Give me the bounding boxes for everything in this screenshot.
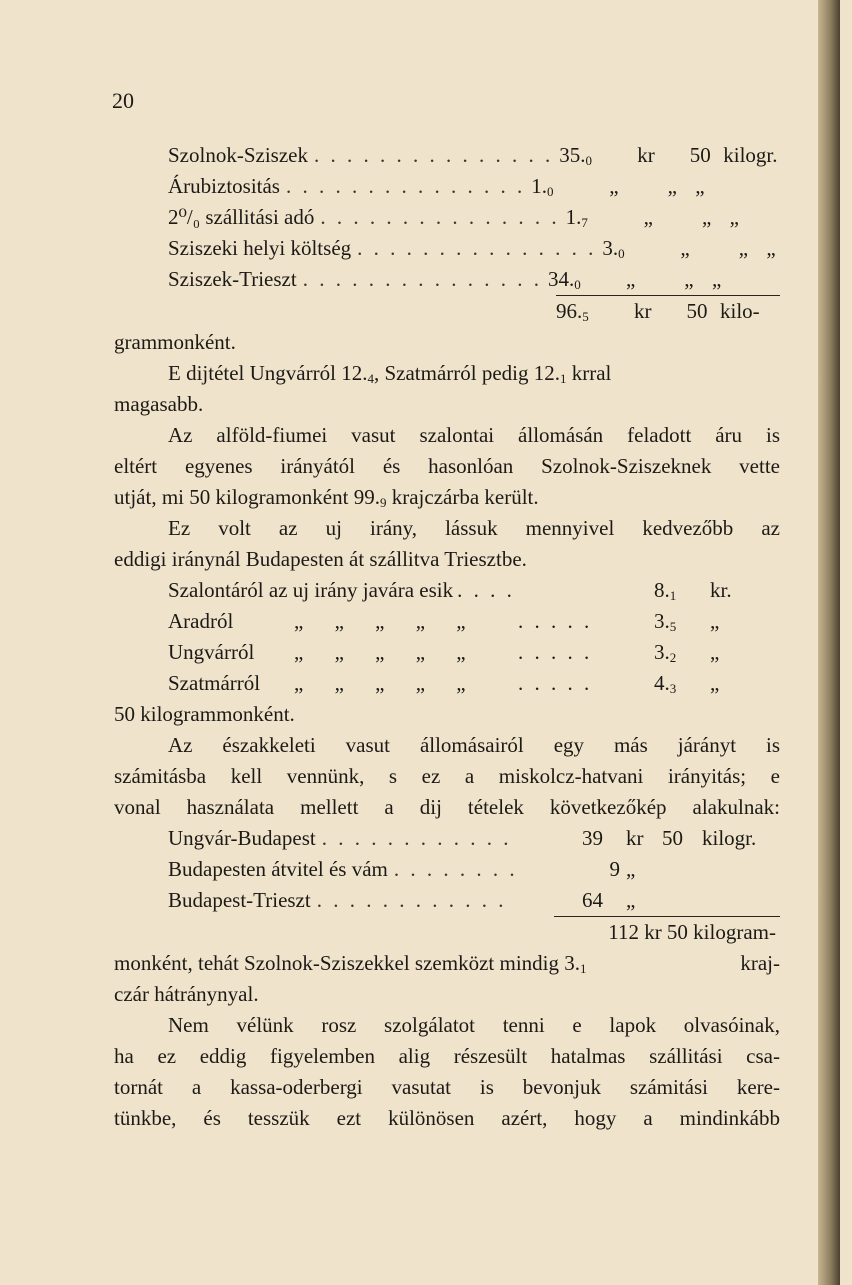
table-row: Budapesten átvitel és vám . . . . . . . . 9 „ [168, 854, 780, 885]
leader-dots: . . . . . . . . . . . . . . . [357, 236, 597, 260]
page-number: 20 [112, 88, 134, 113]
table-row: Sziszeki helyi költség . . . . . . . . . . . . . . . $3._0$ „ „ „ [168, 233, 780, 264]
table-row: Ungvár-Budapest . . . . . . . . . . . . 39 kr 50 kilogr. [168, 823, 780, 854]
savings-table [114, 575, 780, 699]
table-row: Ungvárról „ „ „ „ „ . . . . . $3._2$ „ [168, 637, 780, 668]
cost-table-szolnok [114, 140, 780, 295]
paragraph: E dijtétel Ungvárról $12._4$, Szatmárról pedig $12._1$ krral magasabb. [114, 361, 612, 416]
paragraph: 50 kilogrammonként. [114, 702, 295, 726]
table-row: Sziszek-Trieszt . . . . . . . . . . . . . . . $34._0$ „ „ „ [168, 264, 780, 295]
paragraph: Az északkeleti vasut állomásairól egy más járányt is számitásba kell vennünk, s ez a miskolcz-hatvani irányitás; e vonal használata mellett a dij tételek következőkép alakulnak: [114, 733, 780, 819]
leader-dots: . . . . . [518, 609, 593, 633]
paragraph: Nem vélünk rosz szolgálatot tenni e lapok olvasóinak, ha ez eddig figyelemben alig részesült hatalmas szállitási csa- tornát a kassa-oderbergi vasutat is bevonjuk számitási kere- tünkbe, és tesszük ezt különösen azért, hogy a mindinkább [114, 1013, 780, 1130]
table-row: Árubiztositás . . . . . . . . . . . . . . . $1._0$ „ „ „ [168, 171, 780, 202]
table-row: Budapest-Trieszt . . . . . . . . . . . . 64 „ [168, 885, 780, 916]
paragraph: monként, tehát Szolnok-Sziszekkel szemközt mindig $3._1$ kraj- czár hátránynyal. [114, 951, 780, 1006]
paragraph: Az alföld-fiumei vasut szalontai állomásán feladott áru is eltért egyenes irányától és hasonlóan Szolnok-Sziszeknek vette utját, mi 50 kilogramonként $99._9$ krajczárba került. [114, 423, 780, 510]
page-body [114, 140, 780, 1134]
leader-dots: . . . . . . . . . . . . [316, 888, 507, 912]
table-row: Szalontáról az uj irány javára esik . . . . $8._1$ kr. [168, 575, 780, 606]
leader-dots: . . . . . . . . [393, 857, 518, 881]
leader-dots: . . . . . . . . . . . . . . . [320, 205, 560, 229]
table-total: $96._5$ kr 50 kilo- [556, 299, 760, 324]
leader-dots: . . . . . . . . . . . . . . . [313, 143, 554, 167]
table-row: Aradról „ „ „ „ „ . . . . . $3._5$ „ [168, 606, 780, 637]
table-row: 2⁰/₀ szállitási adó . . . . . . . . . . . . . . . $1._7$ „ „ „ [168, 202, 780, 233]
paragraph: grammonként. [114, 330, 236, 354]
leader-dots: . . . . [457, 578, 515, 602]
leader-dots: . . . . . . . . . . . . . . . [285, 174, 526, 198]
book-spine-edge [818, 0, 840, 1285]
table-total: 112 kr 50 kilogram- [608, 920, 776, 944]
table-row: Szatmárról „ „ „ „ „ . . . . . $4._3$ „ [168, 668, 780, 699]
paragraph: Ez volt az uj irány, lássuk mennyivel kedvezőbb az eddigi iránynál Budapesten át szállitva Triesztbe. [114, 516, 780, 571]
leader-dots: . . . . . . . . . . . . . . . [302, 267, 542, 291]
table-row: Szolnok-Sziszek . . . . . . . . . . . . . . . $35._0$ kr 50 kilogr. [168, 140, 780, 171]
leader-dots: . . . . . [518, 640, 593, 664]
leader-dots: . . . . . [518, 671, 593, 695]
leader-dots: . . . . . . . . . . . . [321, 826, 512, 850]
cost-table-budapest [114, 823, 780, 916]
